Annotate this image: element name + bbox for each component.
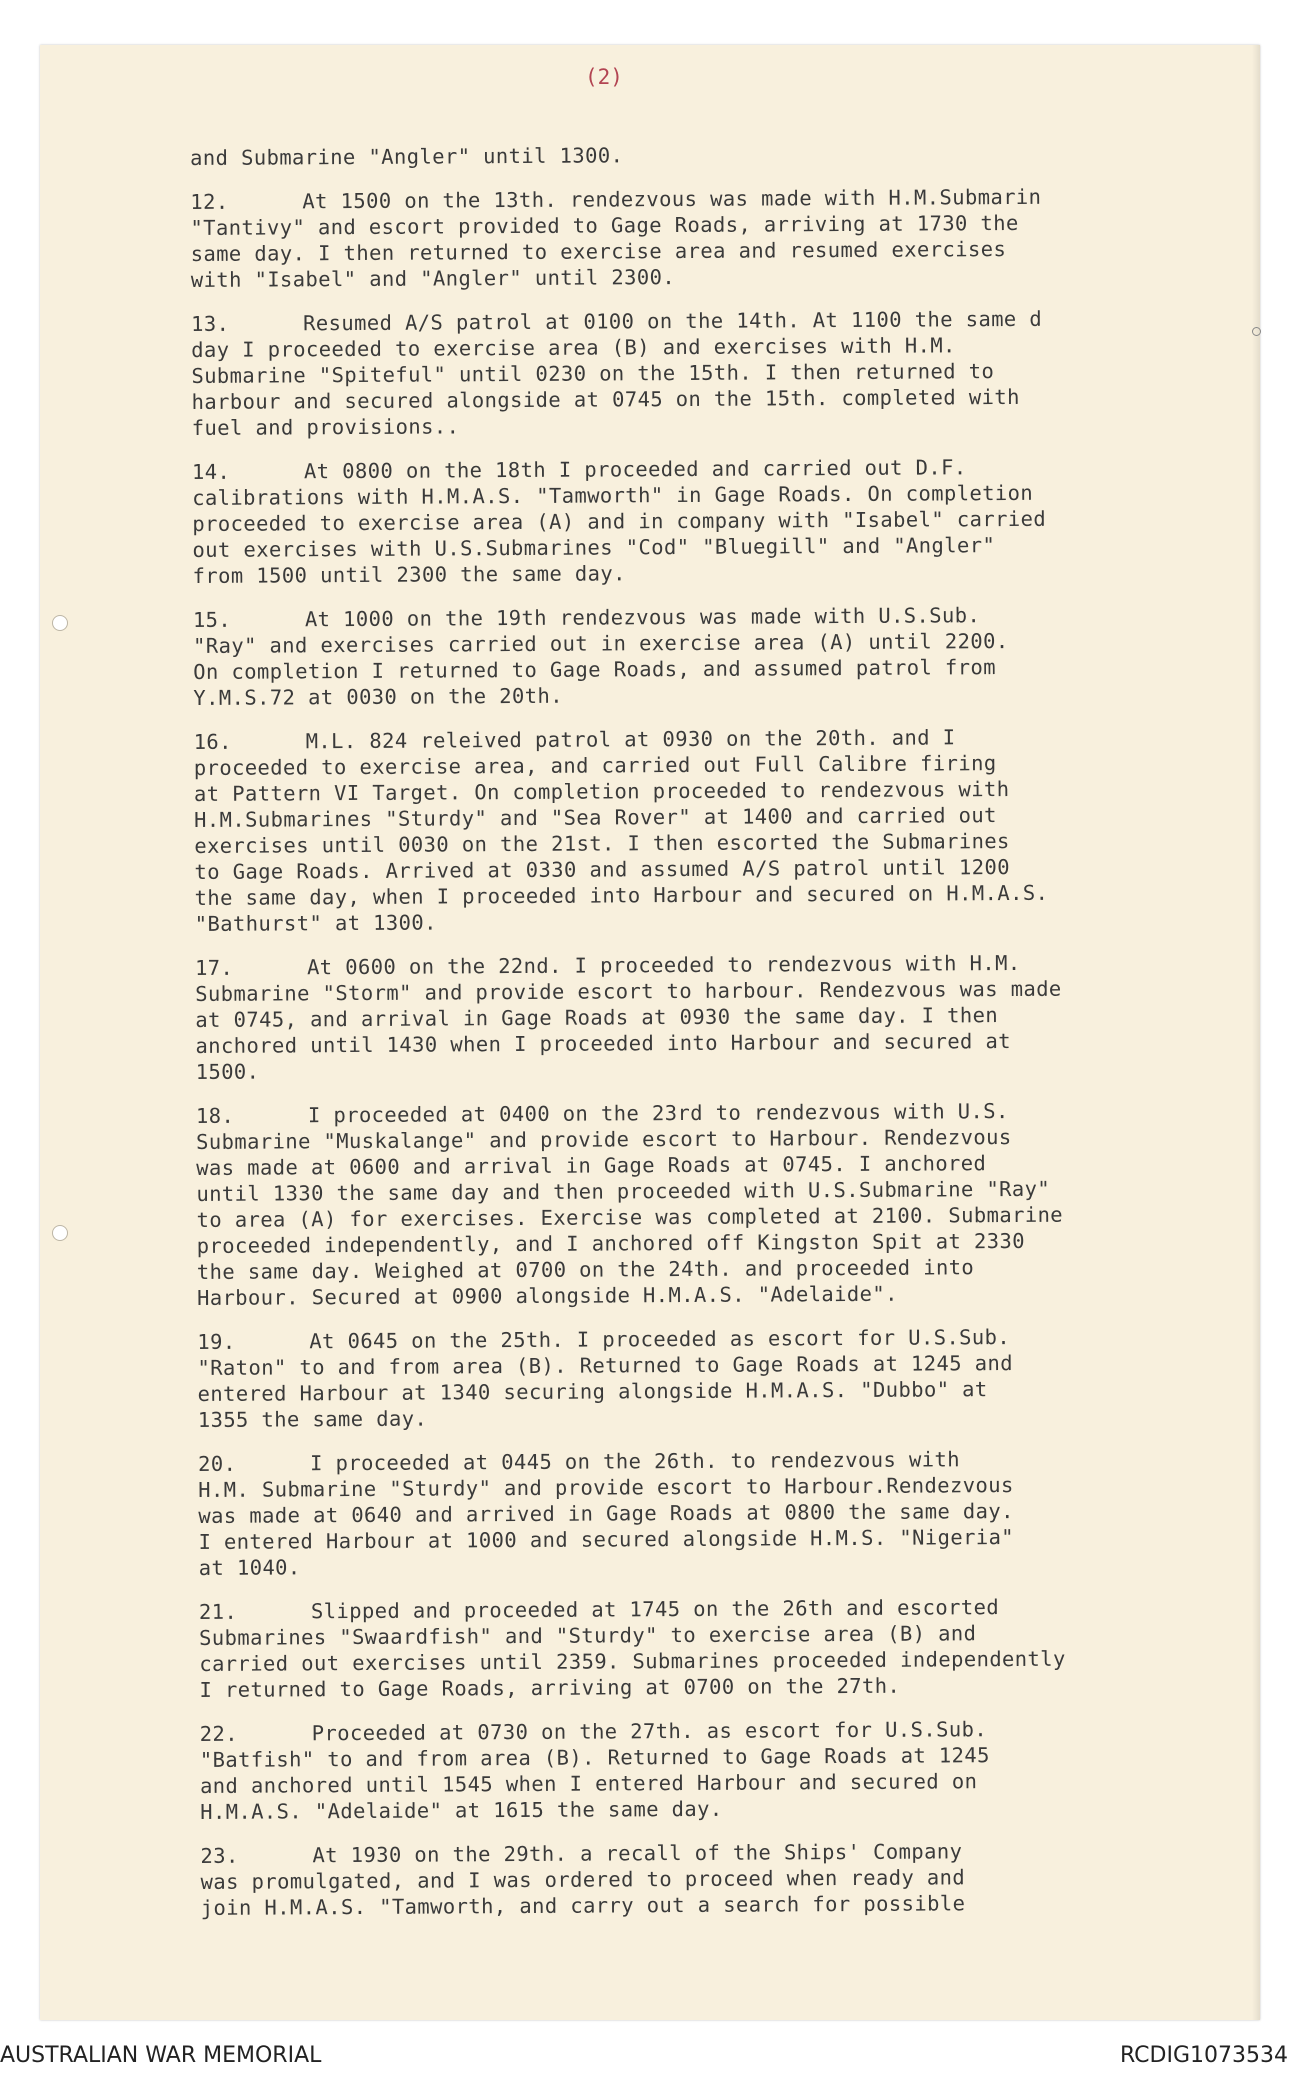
paragraph-22 [200, 1715, 1251, 1825]
paragraph-13 [191, 305, 1242, 441]
paragraph-continued [190, 139, 1240, 171]
archive-id: RCDIG1073534 [1119, 2043, 1288, 2068]
paragraph-text: At 1000 on the 19th rendezvous was made with U.S.Sub. "Ray" and exercises carried out in exercise area (A) until 2200. On completion I returned to Gage Roads, and assumed patrol from Y.M.S.72 at 0030 on the 20th. [192, 603, 1009, 710]
document-page [40, 45, 1260, 2020]
paragraph-number: 19. [197, 1329, 236, 1354]
paragraph-17 [195, 949, 1246, 1085]
paragraph-14 [192, 453, 1243, 589]
page-number: (2) [585, 65, 623, 89]
paragraph-number: 12. [190, 189, 229, 214]
paragraph-number: 18. [195, 1103, 235, 1128]
paragraph-number: 17. [194, 955, 234, 980]
paragraph-12 [190, 183, 1241, 293]
paragraph-number: 15. [192, 607, 232, 632]
paragraph-text: Slipped and proceeded at 1745 on the 26th and escorted Submarines "Swaardfish" and "Sturdy" to exercise area (B) and carried out exercises until 2359. Submarines proceeded independently I returned to Gage Roads, arriving at 0700 on the 27th. [199, 1595, 1066, 1702]
paragraph-text: M.L. 824 releived patrol at 0930 on the 20th. and I proceeded to exercise area, and carried out Full Calibre firing at Pattern VI Target. On completion proceeded to rendezvous with H.M.Submarines "Sturdy" and "Sea Rover" at 1400 and carried out exercises until 0030 on the 21st. I then escorted the Submarines to Gage Roads. Arrived at 0330 and assumed A/S patrol until 1200 the same day, when I proceeded into Harbour and secured on H.M.A.S. "Bathurst" at 1300. [193, 725, 1049, 936]
paragraph-number: 20. [197, 1451, 237, 1476]
punch-hole-bottom [52, 1225, 68, 1241]
paragraph-20 [198, 1445, 1249, 1581]
paragraph-text: At 0600 on the 22nd. I proceeded to rendezvous with H.M. Submarine "Storm" and provide escort to harbour. Rendezvous was made at 0745, and arrival in Gage Roads at 0930 the same day. I then anchored until 1430 when I proceeded into Harbour and secured at 1500. [195, 950, 1062, 1084]
paragraph-text: and Submarine "Angler" until 1300. [190, 143, 624, 170]
punch-hole-top [52, 615, 68, 631]
paragraph-21 [199, 1593, 1250, 1703]
paragraph-number: 22. [199, 1721, 239, 1746]
paragraph-text: At 0800 on the 18th I proceeded and carried out D.F. calibrations with H.M.A.S. "Tamworth" in Gage Roads. On completion proceeded to exercise area (A) and in company with "Isabel" carried out exercises with U.S.Submarines "Cod" "Bluegill" and "Angler" from 1500 until 2300 the same day. [192, 455, 1047, 588]
paragraph-23 [200, 1837, 1250, 1921]
document-body [190, 139, 1251, 1939]
archive-credit: AUSTRALIAN WAR MEMORIAL [0, 2043, 322, 2068]
paragraph-number: 13. [191, 311, 230, 336]
paragraph-text: I proceeded at 0445 on the 26th. to rendezvous with H.M. Submarine "Sturdy" and provide escort to Harbour.Rendezvous was made at 0640 and arrived in Gage Roads at 0800 the same day. I entered Harbour at 1000 and secured alongside H.M.S. "Nigeria" at 1040. [198, 1447, 1015, 1580]
paragraph-text: I proceeded at 0400 on the 23rd to rendezvous with U.S. Submarine "Muskalange" and provide escort to Harbour. Rendezvous was made at 0600 and arrival in Gage Roads at 0745. I anchored until 1330 the same day and then proceeded with U.S.Submarine "Ray" to area (A) for exercises. Exercise was completed at 2100. Submarine proceeded independently, and I anchored off Kingston Spit at 2330 the same day. Weighed at 0700 on the 24th. and proceeded into Harbour. Secured at 0900 alongside H.M.A.S. "Adelaide". [196, 1099, 1064, 1310]
paragraph-text: At 1930 on the 29th. a recall of the Ships' Company was promulgated, and I was ordered to proceed when ready and join H.M.A.S. "Tamworth, and carry out a search for possible [200, 1839, 966, 1920]
paragraph-text: Resumed A/S patrol at 0100 on the 14th. At 1100 the same d day I proceeded to exercise area (B) and exercises with H.M. Submarine "Spiteful" until 0230 on the 15th. I then returned to harbour and secured alongside at 0745 on the 15th. completed with fuel and provisions.. [191, 306, 1043, 440]
paragraph-number: 21. [198, 1599, 238, 1624]
paragraph-text: Proceeded at 0730 on the 27th. as escort for U.S.Sub. "Batfish" to and from area (B). Returned to Gage Roads at 1245 and anchored until 1545 when I entered Harbour and secured on H.M.A.S. "Adelaide" at 1615 the same day. [199, 1717, 990, 1824]
paragraph-15 [193, 601, 1244, 711]
paragraph-number: 16. [193, 729, 232, 754]
ring-mark [1252, 327, 1261, 336]
paragraph-text: At 0645 on the 25th. I proceeded as escort for U.S.Sub. "Raton" to and from area (B). Returned to Gage Roads at 1245 and entered Harbour at 1340 securing alongside H.M.A.S. "Dubbo" at 1355 the same day. [197, 1325, 1014, 1432]
page-edge-shadow [1252, 45, 1260, 2020]
paragraph-18 [196, 1097, 1247, 1311]
paragraph-number: 14. [191, 459, 231, 484]
paragraph-number: 23. [200, 1843, 239, 1868]
paragraph-text: At 1500 on the 13th. rendezvous was made with H.M.Submarin "Tantivy" and escort provided to Gage Roads, arriving at 1730 the same day. I then returned to exercise area and resumed exercises with "Isabel" and "Angler" until 2300. [190, 184, 1042, 292]
paragraph-16 [194, 723, 1245, 937]
paragraph-19 [197, 1323, 1248, 1433]
